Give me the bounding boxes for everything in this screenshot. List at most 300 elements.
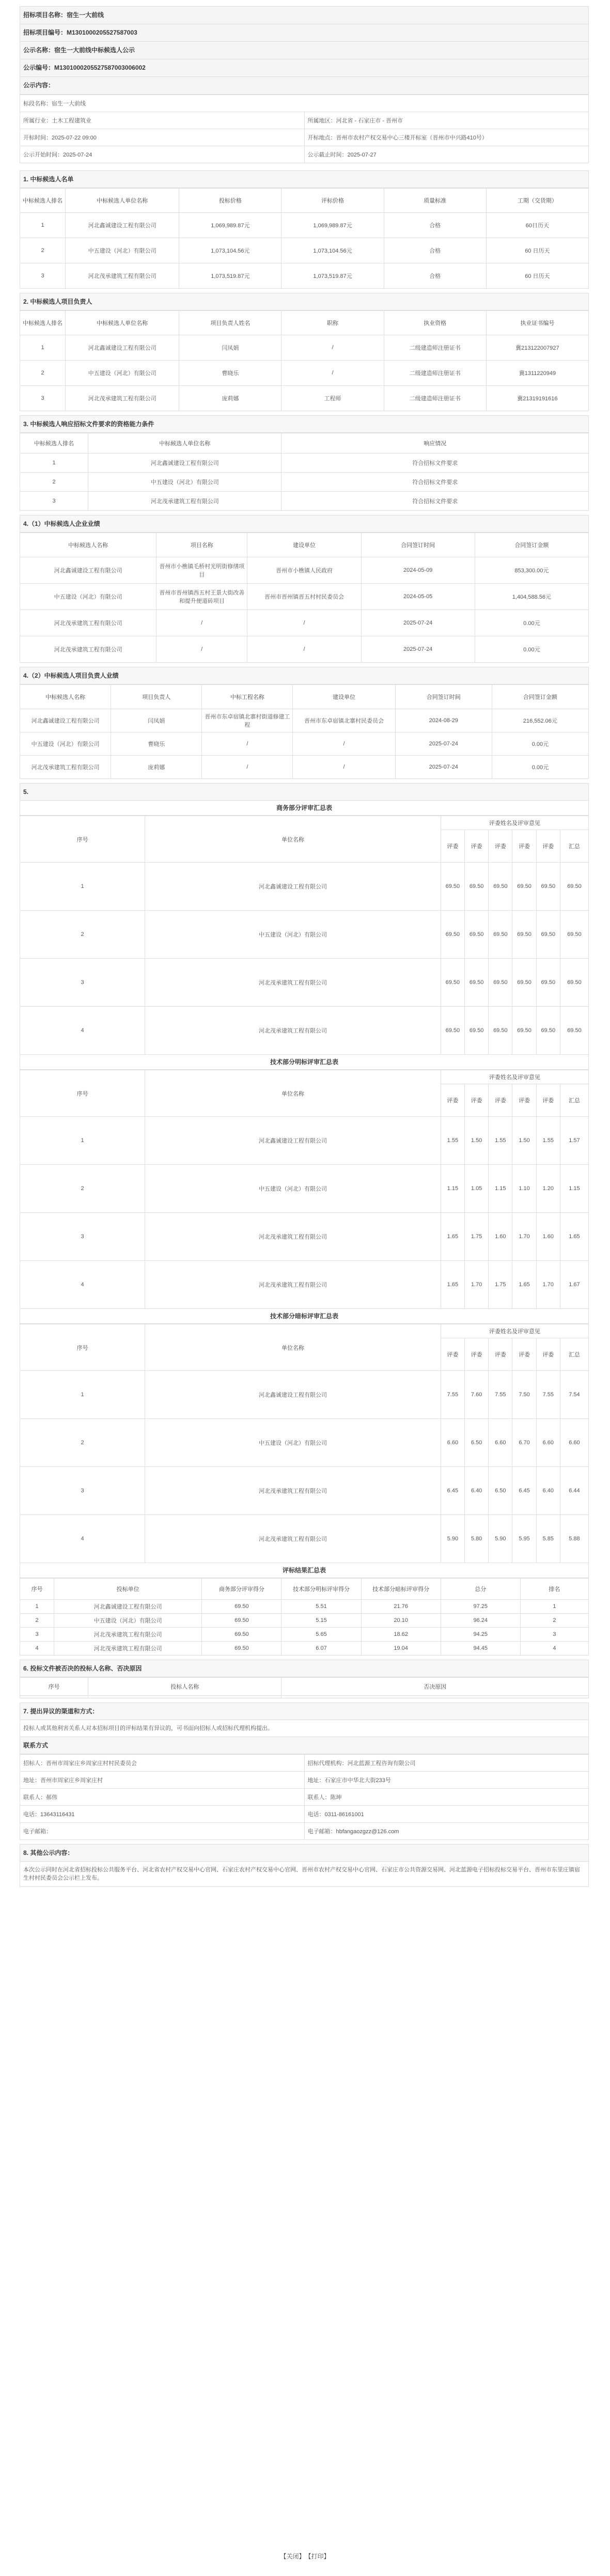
judge-score: 69.50 xyxy=(464,911,488,959)
judge-score: 6.40 xyxy=(464,1467,488,1515)
column-header: 否决原因 xyxy=(281,1678,589,1696)
column-header: 合同签订时间 xyxy=(361,533,475,557)
table-cell: 3 xyxy=(20,263,66,289)
column-header: 投标人名称 xyxy=(88,1678,281,1696)
score-seq: 2 xyxy=(20,911,145,959)
column-header: 中标候选人排名 xyxy=(20,189,66,213)
table-cell: 晋州市东卓宿镇北寨村街道修建工程 xyxy=(202,709,293,732)
technical-score-table xyxy=(20,1070,589,1309)
column-header: 项目负责人 xyxy=(111,685,202,709)
table-cell: 2025-07-24 xyxy=(361,610,475,636)
section-8-title: 7. 提出异议的渠道和方式： xyxy=(20,1703,589,1720)
table-cell: / xyxy=(202,732,293,756)
table-cell: 0.00元 xyxy=(475,636,588,663)
table-row xyxy=(20,709,589,732)
column-header: 中标工程名称 xyxy=(202,685,293,709)
judge-header xyxy=(441,830,464,863)
table-row xyxy=(20,386,589,411)
notice-name-row: 公示名称：宿生一大前线中标候选人公示 xyxy=(20,42,589,59)
score-unit: 河北茂承建筑工程有限公司 xyxy=(145,1213,441,1261)
table-header-row xyxy=(20,685,589,709)
notice-page xyxy=(20,0,589,1887)
total-header xyxy=(560,1084,588,1117)
table-cell: 5.51 xyxy=(281,1600,361,1614)
table-cell: 20.10 xyxy=(361,1614,441,1628)
judge-score: 6.60 xyxy=(489,1419,512,1467)
section-4-title: 4.（1）中标候选人企业业绩 xyxy=(20,515,589,533)
judge-label: 评委 xyxy=(447,844,459,850)
footer-actions xyxy=(0,2552,610,2561)
judge-score: 1.65 xyxy=(441,1213,464,1261)
score-total: 5.88 xyxy=(560,1515,588,1563)
column-header: 中标候选人单位名称 xyxy=(88,433,281,454)
table-cell: 6.07 xyxy=(281,1642,361,1656)
seq-header: 序号 xyxy=(20,816,145,863)
judge-score: 5.90 xyxy=(441,1515,464,1563)
table-cell: / xyxy=(281,335,384,361)
score-seq: 4 xyxy=(20,1515,145,1563)
column-header: 中标候选人排名 xyxy=(20,311,66,335)
judge-label: 评委 xyxy=(542,844,554,850)
table-cell: 2025-07-24 xyxy=(395,732,492,756)
judge-score: 7.50 xyxy=(512,1371,536,1419)
table-header-row xyxy=(20,1678,589,1696)
table-cell: / xyxy=(247,636,361,663)
score-total: 6.44 xyxy=(560,1467,588,1515)
judge-score: 1.70 xyxy=(536,1261,560,1309)
table-cell: 69.50 xyxy=(202,1642,281,1656)
judge-score: 7.55 xyxy=(441,1371,464,1419)
score-row xyxy=(20,1007,589,1055)
judge-score: 6.60 xyxy=(536,1419,560,1467)
table-cell: 河北茂承建筑工程有限公司 xyxy=(66,263,179,289)
table-cell: 1 xyxy=(520,1600,588,1614)
column-header: 建设单位 xyxy=(293,685,395,709)
agency-email: hbfangaozgzz@126.com xyxy=(336,1829,399,1835)
table-cell: 97.25 xyxy=(441,1600,520,1614)
score-unit: 河北茂承建筑工程有限公司 xyxy=(145,1007,441,1055)
judge-score: 69.50 xyxy=(536,1007,560,1055)
table-cell: 69.50 xyxy=(202,1600,281,1614)
score-total: 69.50 xyxy=(560,863,588,911)
table-cell: 2024-08-29 xyxy=(395,709,492,732)
judge-score: 6.40 xyxy=(536,1467,560,1515)
judge-score: 69.50 xyxy=(536,911,560,959)
table-cell: 1 xyxy=(20,1600,54,1614)
judge-score: 6.45 xyxy=(441,1467,464,1515)
table-cell: 1,073,519.87元 xyxy=(281,263,384,289)
judge-score: 1.50 xyxy=(464,1117,488,1165)
score-unit: 河北鑫诚建设工程有限公司 xyxy=(145,863,441,911)
table-cell: 庞莉娜 xyxy=(111,756,202,779)
total-header xyxy=(560,1338,588,1371)
result-row xyxy=(20,1642,589,1656)
table-cell: 69.50 xyxy=(202,1614,281,1628)
judge-header xyxy=(489,1084,512,1117)
judge-score: 1.60 xyxy=(489,1213,512,1261)
section-1-title: 1. 中标候选人名单 xyxy=(20,170,589,188)
judge-score: 69.50 xyxy=(536,863,560,911)
column-header: 评标价格 xyxy=(281,189,384,213)
commercial-score-table xyxy=(20,816,589,1055)
table-cell: 符合招标文件要求 xyxy=(281,473,589,492)
table-cell: 2 xyxy=(520,1614,588,1628)
unit-header: 单位名称 xyxy=(145,816,441,863)
print-button[interactable]: 【打印】 xyxy=(308,2553,330,2560)
judge-label: 评委 xyxy=(494,1352,506,1358)
judge-label: 评委 xyxy=(519,1098,530,1104)
table-cell: / xyxy=(281,361,384,386)
technical-score-title: 技术部分明标评审汇总表 xyxy=(20,1055,589,1070)
table-cell: / xyxy=(202,756,293,779)
judge-score: 69.50 xyxy=(512,911,536,959)
score-header-row xyxy=(20,816,589,830)
result-score-table xyxy=(20,1578,589,1656)
table-cell: 2 xyxy=(20,1614,54,1628)
candidate-table xyxy=(20,188,589,289)
judge-header xyxy=(441,1084,464,1117)
table-cell: 4 xyxy=(20,1642,54,1656)
column-header: 项目负责人姓名 xyxy=(179,311,281,335)
table-cell: / xyxy=(293,756,395,779)
score-row xyxy=(20,911,589,959)
section-3-title: 3. 中标候选人响应招标文件要求的资格能力条件 xyxy=(20,415,589,433)
table-cell xyxy=(88,1696,281,1698)
score-row xyxy=(20,1467,589,1515)
table-cell: 60 日历天 xyxy=(486,238,588,263)
total-label: 汇总 xyxy=(568,844,580,850)
judge-label: 评委 xyxy=(471,1352,482,1358)
table-row xyxy=(20,557,589,584)
table-cell: 96.24 xyxy=(441,1614,520,1628)
table-cell: 冀21319191616 xyxy=(486,386,588,411)
table-cell: 合格 xyxy=(384,213,486,238)
table-cell: 1,073,104.56元 xyxy=(281,238,384,263)
column-header: 工期（交货期） xyxy=(486,189,588,213)
table-cell: 河北鑫诚建设工程有限公司 xyxy=(66,213,179,238)
table-row xyxy=(20,473,589,492)
column-header: 投标价格 xyxy=(179,189,281,213)
score-header-row xyxy=(20,1070,589,1084)
result-header-row xyxy=(20,1579,589,1600)
judge-score: 69.50 xyxy=(512,863,536,911)
objection-text: 投标人或其他利害关系人对本招标项目的评标结果有异议的，可书面向招标人或招标代理机构提出。 xyxy=(20,1720,589,1737)
table-cell: 5.65 xyxy=(281,1628,361,1642)
table-cell: 0.00元 xyxy=(492,756,588,779)
table-cell: 庞莉娜 xyxy=(179,386,281,411)
unit-header: 单位名称 xyxy=(145,1324,441,1371)
judge-header xyxy=(512,1338,536,1371)
table-header-row xyxy=(20,433,589,454)
score-seq: 2 xyxy=(20,1165,145,1213)
table-cell: 3 xyxy=(520,1628,588,1642)
column-header: 中标候选人名称 xyxy=(20,533,157,557)
table-cell: / xyxy=(293,732,395,756)
table-cell: 0.00元 xyxy=(492,732,588,756)
column-header: 职称 xyxy=(281,311,384,335)
result-row xyxy=(20,1600,589,1614)
table-cell: / xyxy=(157,636,247,663)
table-cell: 3 xyxy=(20,1628,54,1642)
table-cell: 60日历天 xyxy=(486,213,588,238)
table-cell: 中五建设（河北）有限公司 xyxy=(54,1614,202,1628)
judge-score: 69.50 xyxy=(489,1007,512,1055)
judge-score: 6.45 xyxy=(512,1467,536,1515)
judge-header xyxy=(464,830,488,863)
table-cell: 河北茂承建筑工程有限公司 xyxy=(20,636,157,663)
table-cell: 2024-05-09 xyxy=(361,557,475,584)
judge-header xyxy=(512,1084,536,1117)
total-header xyxy=(560,830,588,863)
judge-score: 69.50 xyxy=(464,1007,488,1055)
judge-score: 7.60 xyxy=(464,1371,488,1419)
table-cell: 2024-05-05 xyxy=(361,584,475,610)
table-cell: 中五建设（河北）有限公司 xyxy=(20,732,111,756)
other-notice-text: 本次公示同时在河北省招标投标公共服务平台、河北省农村产权交易中心官网、石家庄农村产权交易中心官网、晋州市农村产权交易中心官网、石家庄市公共资源交易网、河北蓝源电子招标投标交易平台、晋州市东里庄镇宿生村村民委员会公示栏上发布。 xyxy=(20,1862,589,1887)
table-cell: 853,300.00元 xyxy=(475,557,588,584)
judge-score: 6.50 xyxy=(489,1467,512,1515)
table-cell: 曹晓乐 xyxy=(111,732,202,756)
table-cell: 冀1311220949 xyxy=(486,361,588,386)
column-header: 技术部分明标评审得分 xyxy=(281,1579,361,1600)
judge-score: 1.60 xyxy=(536,1213,560,1261)
manager-performance-table xyxy=(20,684,589,779)
judge-header xyxy=(489,1338,512,1371)
info-grid: 标段名称：宿生一大前线 所属行业：土木工程建筑业 所属地区：河北省 - 石家庄市 - 晋州市 开标时间：2025-07-22 09:00 开标地点：晋州市农村产权交易中心三楼开标室（晋州市中兴路410号） 公示开始时间：2025-07-24 公示截止时间：2025-07-27 xyxy=(20,95,589,163)
table-cell: 晋州市东卓宿镇北寨村民委员会 xyxy=(293,709,395,732)
close-button[interactable]: 【关闭】 xyxy=(280,2553,305,2560)
unit-header: 单位名称 xyxy=(145,1070,441,1117)
dark-score-table xyxy=(20,1324,589,1563)
seq-header: 序号 xyxy=(20,1070,145,1117)
score-seq: 3 xyxy=(20,1467,145,1515)
total-label: 汇总 xyxy=(568,1098,580,1104)
column-header: 排名 xyxy=(520,1579,588,1600)
contact-grid: 招标人：晋州市周家庄乡周家庄村村民委员会 招标代理机构：河北蓝源工程咨询有限公司 地址：晋州市周家庄乡周家庄村 地址：石家庄市中华北大街233号 联系人：郝伟 联系人：陈坤 电话：13643116431 电话：0311-86161001 电子邮箱： 电子邮箱：hbfangaozgzz@126.com xyxy=(20,1754,589,1840)
table-cell: 河北茂承建筑工程有限公司 xyxy=(54,1628,202,1642)
score-total: 6.60 xyxy=(560,1419,588,1467)
table-cell: 18.62 xyxy=(361,1628,441,1642)
judge-score: 1.70 xyxy=(512,1213,536,1261)
judge-label: 评委 xyxy=(519,844,530,850)
score-seq: 4 xyxy=(20,1007,145,1055)
table-cell: 5.15 xyxy=(281,1614,361,1628)
column-header: 中标候选人单位名称 xyxy=(66,189,179,213)
table-row xyxy=(20,610,589,636)
judge-score: 1.65 xyxy=(512,1261,536,1309)
table-cell: 中五建设（河北）有限公司 xyxy=(66,238,179,263)
table-cell: 0.00元 xyxy=(475,610,588,636)
result-score-title: 评标结果汇总表 xyxy=(20,1563,589,1578)
score-unit: 中五建设（河北）有限公司 xyxy=(145,1165,441,1213)
judge-label: 评委 xyxy=(542,1352,554,1358)
judge-score: 69.50 xyxy=(441,959,464,1007)
table-row xyxy=(20,636,589,663)
score-unit: 河北茂承建筑工程有限公司 xyxy=(145,1515,441,1563)
score-row xyxy=(20,959,589,1007)
rejected-table xyxy=(20,1677,589,1698)
judge-header xyxy=(441,1338,464,1371)
judge-header xyxy=(464,1338,488,1371)
column-header: 质量标准 xyxy=(384,189,486,213)
score-unit: 河北茂承建筑工程有限公司 xyxy=(145,1467,441,1515)
column-header: 中标候选人名称 xyxy=(20,685,111,709)
score-header-row xyxy=(20,1324,589,1338)
judge-score: 1.55 xyxy=(489,1117,512,1165)
table-cell: 1,073,519.87元 xyxy=(179,263,281,289)
section-7-title: 6. 投标文件被否决的投标人名称、否决原因 xyxy=(20,1660,589,1677)
column-header: 投标单位 xyxy=(54,1579,202,1600)
score-seq: 1 xyxy=(20,1371,145,1419)
table-cell: 中五建设（河北）有限公司 xyxy=(88,473,281,492)
judge-score: 5.90 xyxy=(489,1515,512,1563)
table-row xyxy=(20,756,589,779)
table-cell: 21.76 xyxy=(361,1600,441,1614)
judge-label: 评委 xyxy=(447,1098,459,1104)
column-header: 总分 xyxy=(441,1579,520,1600)
judge-label: 评委 xyxy=(519,1352,530,1358)
column-header: 执业资格 xyxy=(384,311,486,335)
judge-label: 评委 xyxy=(494,1098,506,1104)
judge-score: 1.75 xyxy=(464,1213,488,1261)
table-cell: 河北茂承建筑工程有限公司 xyxy=(20,610,157,636)
judges-header: 评委姓名及评审意见 xyxy=(441,1324,588,1338)
column-header: 合同签订金额 xyxy=(492,685,588,709)
table-cell: 晋州市晋州镇西五村王景大街改善和提升便道砖项目 xyxy=(157,584,247,610)
empty-row xyxy=(20,1696,589,1698)
judges-header: 评委姓名及评审意见 xyxy=(441,1070,588,1084)
table-cell: 合格 xyxy=(384,263,486,289)
judge-score: 1.20 xyxy=(536,1165,560,1213)
table-cell: 4 xyxy=(520,1642,588,1656)
score-total: 69.50 xyxy=(560,1007,588,1055)
table-row xyxy=(20,584,589,610)
table-header-row xyxy=(20,533,589,557)
judge-score: 69.50 xyxy=(489,863,512,911)
judge-score: 69.50 xyxy=(489,959,512,1007)
dark-score-title: 技术部分暗标评审汇总表 xyxy=(20,1309,589,1324)
score-total: 7.54 xyxy=(560,1371,588,1419)
score-seq: 4 xyxy=(20,1261,145,1309)
table-row xyxy=(20,238,589,263)
table-cell: 1 xyxy=(20,454,88,473)
judge-score: 1.15 xyxy=(441,1165,464,1213)
score-row xyxy=(20,1371,589,1419)
table-cell: 河北茂承建筑工程有限公司 xyxy=(20,756,111,779)
table-cell: 2 xyxy=(20,473,88,492)
judge-score: 1.05 xyxy=(464,1165,488,1213)
judge-label: 评委 xyxy=(471,844,482,850)
judge-header xyxy=(536,830,560,863)
table-cell: 60 日历天 xyxy=(486,263,588,289)
score-unit: 中五建设（河北）有限公司 xyxy=(145,1419,441,1467)
table-cell: 19.04 xyxy=(361,1642,441,1656)
judge-label: 评委 xyxy=(471,1098,482,1104)
table-cell: 河北鑫诚建设工程有限公司 xyxy=(20,557,157,584)
result-row xyxy=(20,1614,589,1628)
qualification-table xyxy=(20,433,589,511)
score-unit: 中五建设（河北）有限公司 xyxy=(145,911,441,959)
table-cell: 2 xyxy=(20,238,66,263)
table-cell: 3 xyxy=(20,492,88,511)
table-cell: 中五建设（河北）有限公司 xyxy=(20,584,157,610)
judge-score: 1.15 xyxy=(489,1165,512,1213)
judge-label: 评委 xyxy=(447,1352,459,1358)
result-row xyxy=(20,1628,589,1642)
judge-score: 69.50 xyxy=(536,959,560,1007)
column-header: 商务部分评审得分 xyxy=(202,1579,281,1600)
seq-header: 序号 xyxy=(20,1324,145,1371)
score-row xyxy=(20,1261,589,1309)
judge-score: 69.50 xyxy=(441,1007,464,1055)
score-unit: 河北鑫诚建设工程有限公司 xyxy=(145,1371,441,1419)
judge-score: 1.10 xyxy=(512,1165,536,1213)
table-cell: 1,073,104.56元 xyxy=(179,238,281,263)
judge-score: 69.50 xyxy=(512,959,536,1007)
table-cell: 符合招标文件要求 xyxy=(281,454,589,473)
judge-score: 69.50 xyxy=(464,959,488,1007)
table-cell: 二级建造师注册证书 xyxy=(384,386,486,411)
table-cell: 1,069,989.87元 xyxy=(281,213,384,238)
score-row xyxy=(20,1165,589,1213)
score-unit: 河北茂承建筑工程有限公司 xyxy=(145,1261,441,1309)
column-header: 中标候选人单位名称 xyxy=(66,311,179,335)
score-row xyxy=(20,1117,589,1165)
judge-score: 69.50 xyxy=(464,863,488,911)
table-cell: 闫凤娟 xyxy=(111,709,202,732)
judge-score: 1.50 xyxy=(512,1117,536,1165)
judge-header xyxy=(536,1084,560,1117)
company-performance-table xyxy=(20,533,589,663)
table-cell: 河北鑫诚建设工程有限公司 xyxy=(54,1600,202,1614)
judge-score: 5.85 xyxy=(536,1515,560,1563)
judge-score: 5.80 xyxy=(464,1515,488,1563)
judge-score: 5.95 xyxy=(512,1515,536,1563)
column-header: 合同签订金额 xyxy=(475,533,588,557)
table-cell: 94.25 xyxy=(441,1628,520,1642)
table-cell: 69.50 xyxy=(202,1628,281,1642)
score-unit: 河北茂承建筑工程有限公司 xyxy=(145,959,441,1007)
table-header-row xyxy=(20,189,589,213)
section-6-title: 5. xyxy=(20,783,589,801)
score-seq: 3 xyxy=(20,959,145,1007)
score-total: 1.57 xyxy=(560,1117,588,1165)
judge-score: 1.65 xyxy=(441,1261,464,1309)
column-header: 中标候选人排名 xyxy=(20,433,88,454)
table-cell xyxy=(20,1696,88,1698)
column-header: 序号 xyxy=(20,1678,88,1696)
table-cell: 工程师 xyxy=(281,386,384,411)
table-cell: 河北鑫诚建设工程有限公司 xyxy=(88,454,281,473)
table-row xyxy=(20,263,589,289)
score-total: 1.67 xyxy=(560,1261,588,1309)
score-row xyxy=(20,1515,589,1563)
table-row xyxy=(20,454,589,473)
table-cell: 2025-07-24 xyxy=(361,636,475,663)
score-row xyxy=(20,1419,589,1467)
judge-score: 69.50 xyxy=(441,863,464,911)
column-header: 技术部分暗标评审得分 xyxy=(361,1579,441,1600)
score-total: 69.50 xyxy=(560,959,588,1007)
table-cell: 河北鑫诚建设工程有限公司 xyxy=(20,709,111,732)
table-cell: 晋州市小樵镇毛桥村光明街修缮项目 xyxy=(157,557,247,584)
score-total: 1.65 xyxy=(560,1213,588,1261)
table-row xyxy=(20,213,589,238)
table-cell: / xyxy=(157,610,247,636)
judge-score: 1.55 xyxy=(536,1117,560,1165)
table-cell: 合格 xyxy=(384,238,486,263)
score-seq: 1 xyxy=(20,1117,145,1165)
